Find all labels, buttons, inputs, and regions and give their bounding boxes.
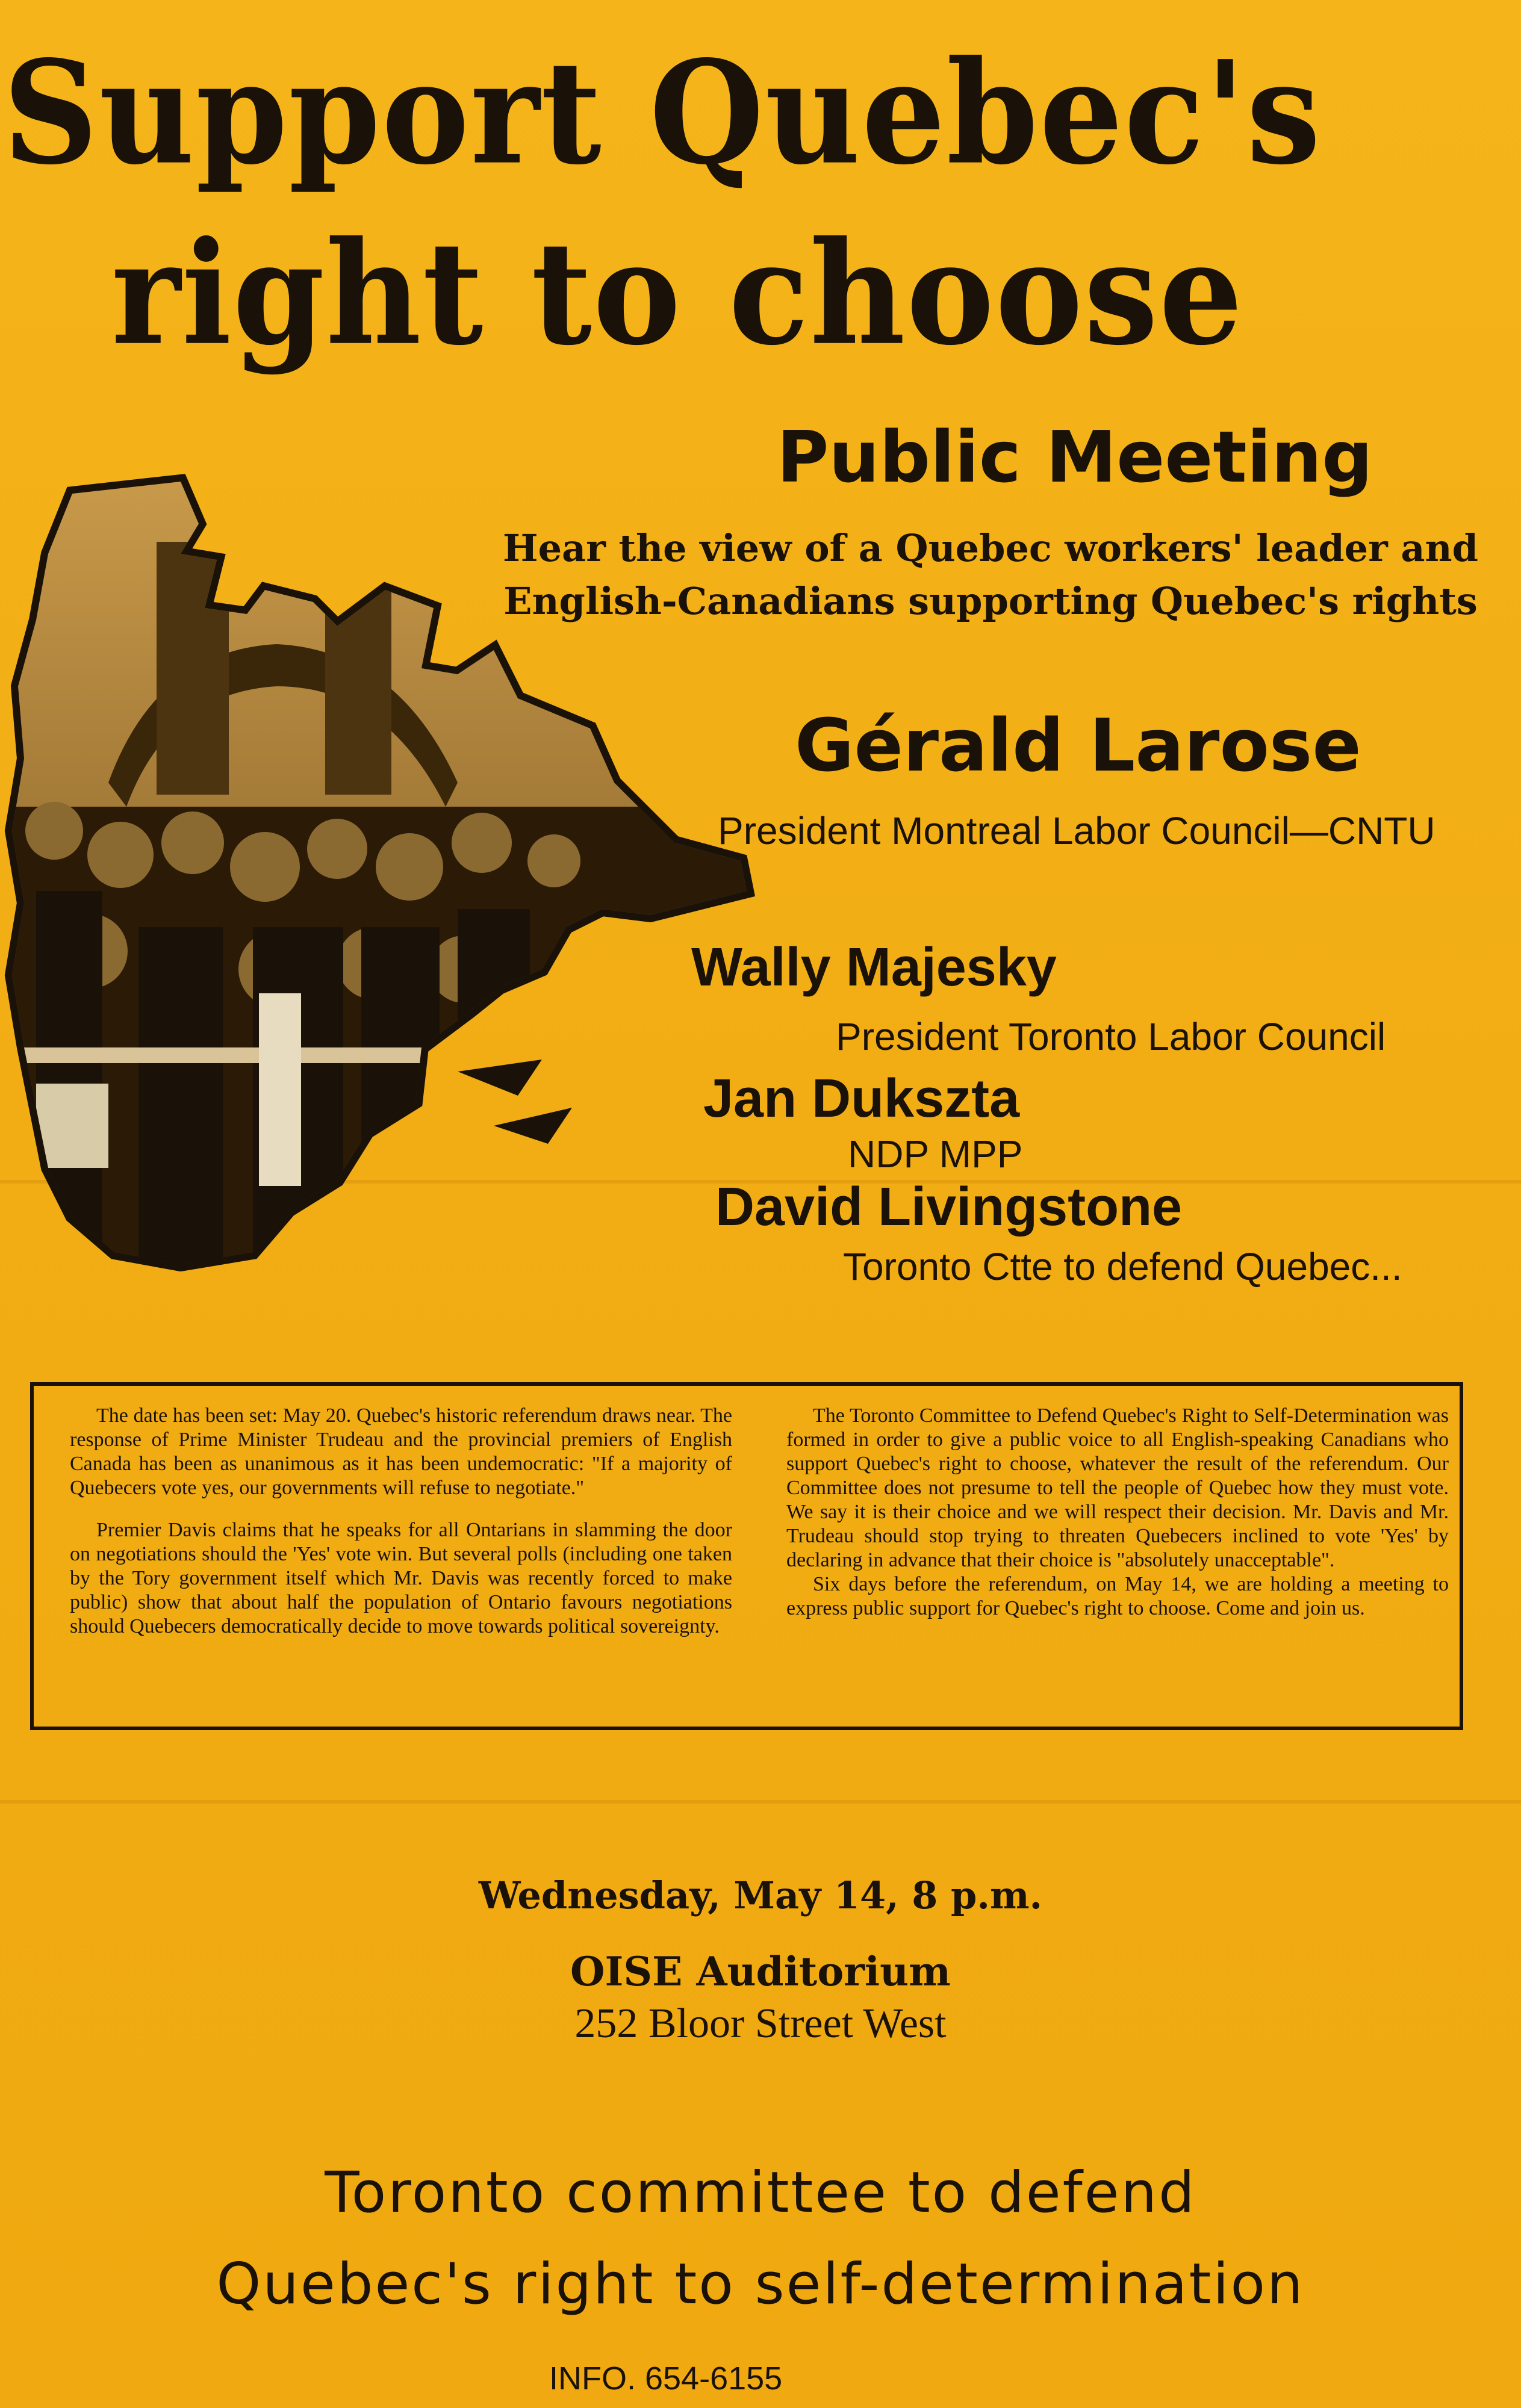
speaker-name-larose: Gérald Larose [795, 704, 1361, 788]
article-paragraph: The Toronto Committee to Defend Quebec's Right to Self-Determination was formed in order to give a public voice to all English-speaking Canadians who support Quebec's right to choose, whatever the result of the referendum. Our Committee does not presume to tell the people of Quebec how they must vote. We say it is their choice and we will respect their decision. Mr. Davis and Mr. Trudeau should stop trying to threaten Quebecers inclined to vote 'Yes' by declaring in advance that their choice is "absolutely unacceptable". [786, 1404, 1449, 1571]
speaker-name-majesky: Wally Majesky [691, 937, 1057, 998]
article-paragraph: The date has been set: May 20. Quebec's historic referendum draws near. The response of Prime Minister Trudeau and the provincial premiers of English Canada has been as unanimous as it has been undemocratic: "If a majority of Quebecers vote yes, our governments will refuse to negotiate." [70, 1404, 732, 1499]
event-venue: OISE Auditorium [570, 1948, 951, 1995]
headline-line-2: right to choose [111, 210, 1244, 377]
speaker-role-majesky: President Toronto Labor Council [836, 1015, 1386, 1058]
info-phone: INFO. 654-6155 [549, 2360, 783, 2397]
paper-fold [0, 1800, 1521, 1804]
committee-line-2: Quebec's right to self-determination [216, 2251, 1305, 2317]
article-column-left [70, 1404, 732, 1657]
committee-line-1: Toronto committee to defend [325, 2160, 1196, 2226]
speaker-role-livingstone: Toronto Ctte to defend Quebec... [843, 1245, 1402, 1288]
meeting-subtitle-line-1: Hear the view of a Quebec workers' leader and [503, 526, 1478, 570]
speaker-role-dukszta: NDP MPP [848, 1132, 1023, 1176]
article-paragraph: Six days before the referendum, on May 14, we are holding a meeting to express public support for Quebec's right to choose. Come and join us. [786, 1573, 1449, 1619]
headline-line-1: Support Quebec's [3, 29, 1322, 196]
event-address: 252 Bloor Street West [574, 2000, 947, 2047]
speaker-name-livingstone: David Livingstone [715, 1177, 1183, 1237]
speaker-role-larose: President Montreal Labor Council—CNTU [718, 809, 1435, 852]
event-date: Wednesday, May 14, 8 p.m. [478, 1873, 1043, 1917]
article-box [30, 1382, 1463, 1730]
meeting-title: Public Meeting [777, 415, 1373, 498]
speaker-name-dukszta: Jan Dukszta [703, 1069, 1020, 1129]
meeting-subtitle-line-2: English-Canadians supporting Quebec's rights [503, 579, 1478, 623]
article-column-right [786, 1404, 1449, 1621]
article-paragraph: Premier Davis claims that he speaks for all Ontarians in slamming the door on negotiations should the 'Yes' vote win. But several polls (including one taken by the Tory government itself which Mr. Davis was recently forced to make public) show that about half the population of Ontario favours negotiations should Quebecers democratically decide to move towards political sovereignty. [70, 1519, 732, 1637]
